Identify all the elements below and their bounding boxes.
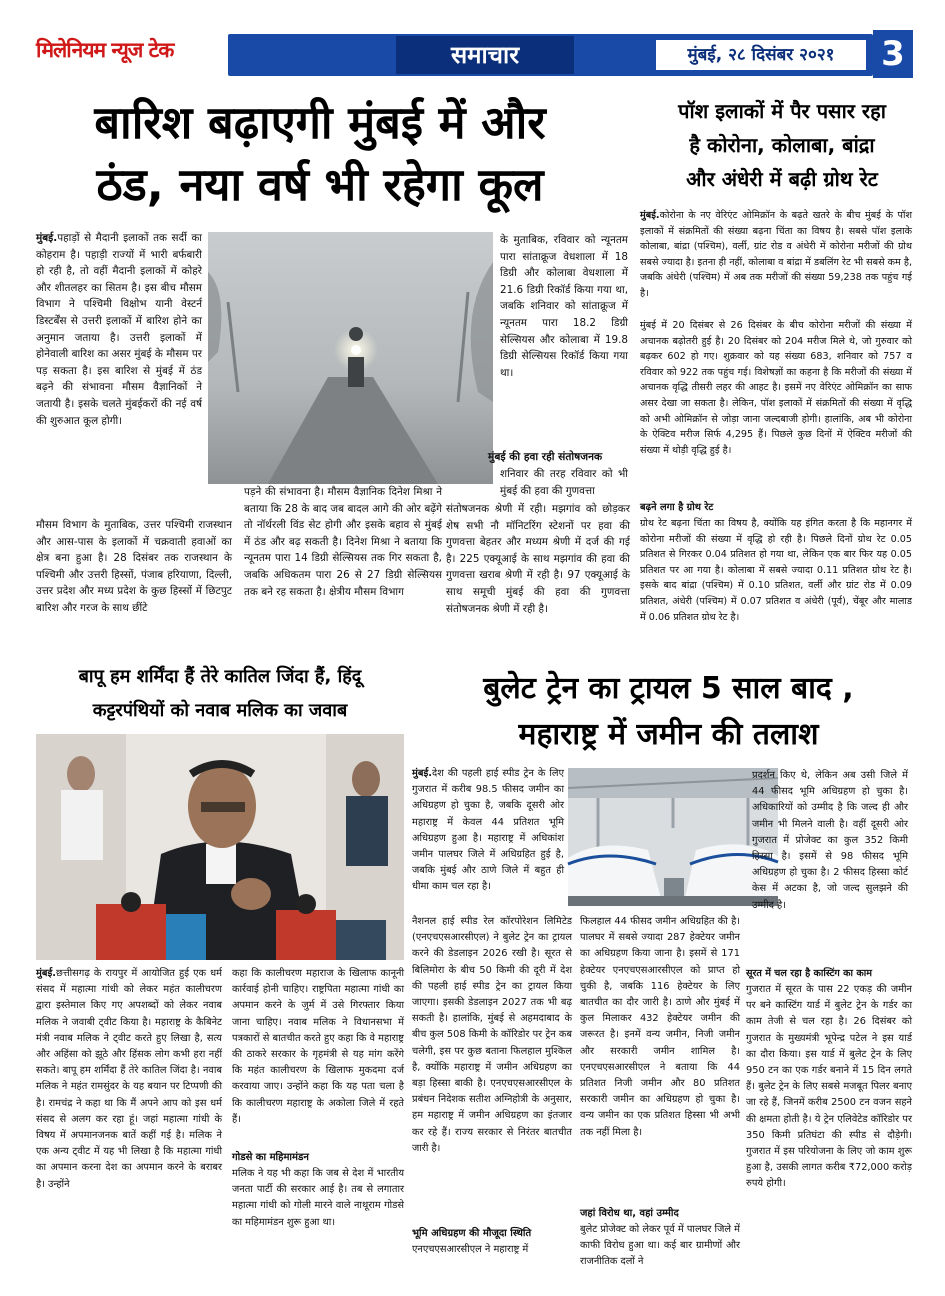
bullet-subhead-3: सूरत में चल रहा है कास्टिंग का काम	[746, 968, 872, 979]
bullet-column-1-bottom: नैशनल हाई स्पीड रेल कॉरपोरेशन लिमिटेड (एनएचएसआरसीएल) ने बुलेट ट्रेन का ट्रायल करने की डेडलाइन 2026 रखी है। सूरत से बिलिमोरा के बीच 50 किमी की दूरी में देश की पहली हाई स्पीड ट्रेन का ट्रायल किया जाएगा। इसकी डेडलाइन 2027 तक भी बढ़ सकती है। हालांकि, मुंबई से अहमदाबाद के बीच कुल 508 किमी के कॉरिडोर पर ट्रेन कब चलेगी, इस पर कुछ बताना फिलहाल मुश्किल है, क्योंकि महाराष्ट्र में जमीन अधिग्रहण का बड़ा हिस्सा बाकी है। एनएचएसआरसीएल के प्रबंधन निदेशक सतीश अग्निहोत्री के अनुसार, हम महाराष्ट्र में जमीन अधिग्रहण का इंतजार कर रहे हैं। राज्य सरकार से निरंतर बातचीत जारी है।	[412, 916, 576, 1154]
rain-fog-photo	[208, 232, 493, 484]
rain-headline-line2: ठंड, नया वर्ष भी रहेगा कूल	[96, 158, 544, 211]
corona-subhead: बढ़ने लगा है ग्रोथ रेट	[640, 502, 714, 513]
corona-dateline: मुंबई.	[640, 210, 660, 221]
page-number: 3	[873, 30, 913, 78]
corona-body-3: ग्रोथ रेट बढ़ना चिंता का विषय है, क्योंकि यह इंगित करता है कि महानगर में कोरोना मरीजों की संख्या में वृद्धि हो रही है। पिछले दिनों ग्रोथ रेट 0.05 प्रतिशत से गिरकर 0.04 प्रतिशत हो गया था, लेकिन एक बार फिर यह 0.05 प्रतिशत पर आ गया है। कोलाबा में सबसे ज्यादा 0.11 प्रतिशत ग्रोथ रेट है। इसके बाद बांद्रा (पश्चिम) में 0.10 प्रतिशत, वर्ली और ग्रांट रोड में 0.09 प्रतिशत, अंधेरी (पश्चिम) में 0.07 प्रतिशत व अंधेरी (पूर्व), चेंबूर और मालाड में 0.06 प्रतिशत ग्रोथ रेट है।	[640, 518, 916, 623]
rain-column-2-bottom: पड़ने की संभावना है। मौसम वैज्ञानिक दिनेश मिश्रा ने बताया कि 28 के बाद जब बादल आगे की ओर बढ़ेंगे तो नॉर्थरली विंड सेट होगी और इसके बहाव से मुंबई में ठंड और बढ़ सकती है। दिनेश मिश्रा ने बताया कि न्यूनतम पारा 14 डिग्री सेल्सियस तक गिर सकता है, जबकि अधिकतम पारा 26 से 27 डिग्री सेल्सियस तक बने रह सकता है। क्षेत्रीय मौसम विभाग	[244, 486, 446, 598]
rain-dateline: मुंबई.	[36, 232, 58, 244]
malik-column-2-top: कहा कि कालीचरण महाराज के खिलाफ कानूनी कार्रवाई होनी चाहिए। राष्ट्रपिता महात्मा गांधी का अपमान करने के जुर्म में उसे गिरफ्तार किया जाना चाहिए। नवाब मलिक ने विधानसभा में पत्रकारों से बातचीत करते हुए कहा कि वे महाराष्ट्र की ठाकरे सरकार के गृहमंत्री से यह मांग करेंगे कि महंत कालीचरण के खिलाफ मुकदमा दर्ज करवाया जाए। उन्होंने कहा कि यह पता चला है कि कालीचरण महाराष्ट्र के अकोला जिले में रहते हैं।	[232, 968, 408, 1125]
rain-column-3-top: के मुताबिक, रविवार को न्यूनतम पारा सांताक्रूज वेधशाला में 18 डिग्री और कोलाबा वेधशाला में 21.6 डिग्री रिकॉर्ड किया गया था, जबकि शनिवार को सांताक्रूज में न्यूनतम पारा 18.2 डिग्री सेल्सियस और कोलाबा में 19.8 डिग्री सेल्सियस रिकॉर्ड किया गया था।	[500, 234, 632, 379]
rain-column-1-bottom: मौसम विभाग के मुताबिक, उत्तर पश्चिमी राजस्थान और आस-पास के इलाकों में चक्रवाती हवाओं का क्षेत्र बना हुआ है। 28 दिसंबर तक राजस्थान के पश्चिमी और उत्तरी हिस्सों, पंजाब हरियाणा, दिल्ली, उत्तर प्रदेश और मध्य प्रदेश के कुछ हिस्सों में छिटपुट बारिश और गरज के साथ छींटे	[36, 519, 236, 614]
malik-headline	[30, 660, 410, 728]
bullet-subhead-2: जहां विरोध था, वहां उम्मीद	[580, 1208, 679, 1219]
corona-headline-line1: पॉश इलाकों में पैर पसार रहा	[678, 99, 886, 123]
paper-name: मिलेनियम न्यूज टेक	[36, 38, 174, 62]
rain-column-3-mid: शनिवार की तरह रविवार को भी मुंबई की हवा की गुणवत्ता	[500, 468, 632, 497]
rain-subhead-air: मुंबई की हवा रही संतोषजनक	[488, 451, 603, 463]
rain-headline-line1: बारिश बढ़ाएगी मुंबई में और	[94, 96, 546, 149]
corona-body-1	[640, 208, 916, 316]
bullet-subhead-1: भूमि अधिग्रहण की मौजूदा स्थिति	[412, 1228, 532, 1239]
rain-column-1-top	[36, 230, 206, 515]
bullet-headline-line2: महाराष्ट्र में जमीन की तलाश	[518, 717, 819, 752]
bullet-train-photo	[568, 768, 778, 906]
malik-col1-text: छत्तीसगढ़ के रायपुर में आयोजित हुई एक धर्म संसद में महात्मा गांधी को लेकर महंत कालीचरण द्वारा इस्तेमाल किए गए अपशब्दों को लेकर नवाब मलिक ने जवाबी ट्वीट किया है। महाराष्ट्र के कैबिनेट मंत्री नवाब मलिक ने ट्वीट करते हुए लिखा है, सत्य और अहिंसा को झूठे और हिंसक लोग कभी हरा नहीं सकते। बापू हम शर्मिंदा हैं तेरे कातिल जिंदा है। नवाब मलिक ने महंत रामसुंदर के यह बयान पर टिप्पणी की है। रामचंद्र ने कहा था कि मैं अपने आप को इस धर्म संसद से अलग कर रहा हूं। जहां महात्मा गांधी के विषय में अपमानजनक बातें कहीं गई है। मलिक ने एक अन्य ट्वीट में यह भी लिखा है कि महात्मा गांधी का अपमान करना देश का अपमान करने के बराबर है। उन्होंने	[36, 968, 226, 1190]
corona-body1-text: कोरोना के नए वेरिएंट ओमिक्रॉन के बढ़ते खतरे के बीच मुंबई के पॉश इलाकों में संक्रमितों की संख्या बढ़ना चिंता का विषय है। सबसे पॉश इलाके कोलाबा, बांद्रा (पश्चिम), वर्ली, ग्रांट रोड व अंधेरी में कोरोना मरीजों की ग्रोथ सबसे ज्यादा है। इतना ही नहीं, कोलाबा व बांद्रा में डबलिंग रेट भी सबसे कम है, जबकि अंधेरी (पश्चिम) में अब तक मरीजों की संख्या 59,238 तक पहुंच गई है।	[640, 210, 916, 299]
malik-column-1	[36, 966, 226, 1276]
malik-dateline: मुंबई.	[36, 968, 56, 979]
malik-column-2-bottom: मलिक ने यह भी कहा कि जब से देश में भारतीय जनता पार्टी की सरकार आई है। तब से लगातार महात्मा गांधी को गोली मारने वाले नाथूराम गोडसे का महिमामंडन शुरू हुआ था।	[232, 1168, 408, 1228]
bullet-column-1-top	[412, 766, 568, 914]
masthead-dateline: मुंबई, २८ दिसंबर २०२१	[687, 45, 835, 65]
fog-road-image	[208, 232, 493, 484]
malik-press-photo	[36, 734, 404, 960]
rain-col1-top-text: पहाड़ों से मैदानी इलाकों तक सर्दी का कोहराम है। पहाड़ी राज्यों में भारी बर्फबारी हो रही है, तो वहीं मैदानी इलाकों में कोहरे और शीतलहर का सितम है। इस बीच मौसम विभाग ने पश्चिमी विक्षोभ यानी वेस्टर्न डिस्टर्बेंस से उत्तरी इलाकों में बारिश होने का अनुमान जताया है। उत्तरी इलाकों में होनेवाली बारिश का असर मुंबई के मौसम पर पड़ सकता है। इस बारिश से मुंबई में ठंड बढ़ने की संभावना मौसम वैज्ञानिकों ने जतायी है। इसके चलते मुंबईकरों की नई वर्ष की शुरुआत कूल होगी।	[36, 232, 206, 427]
rain-column-3-bottom: संतोषजनक श्रेणी में रही। मझगांव को छोड़कर शेष सभी नौ मॉनिटरिंग स्टेशनों पर हवा की गुणवत्ता बेहतर और मध्यम श्रेणी में दर्ज की गई है। 225 एक्यूआई के साथ मझगांव की हवा की गुणवत्ता खराब श्रेणी में रही है। 97 एक्यूआई के साथ समूची मुंबई की हवा की गुणवत्ता संतोषजनक श्रेणी में रही है।	[446, 503, 634, 615]
corona-headline	[632, 94, 932, 196]
train-depot-image	[568, 768, 778, 906]
section-label: समाचार	[450, 41, 520, 69]
corona-headline-line3: और अंधेरी में बढ़ी ग्रोथ रेट	[686, 167, 878, 191]
bullet-dateline: मुंबई.	[412, 768, 432, 779]
malik-subhead: गोडसे का महिमामंडन	[232, 1152, 309, 1163]
malik-headline-line1: बापू हम शर्मिंदा हैं तेरे कातिल जिंदा हैं, हिंदू	[78, 666, 362, 687]
bullet-headline	[416, 666, 921, 758]
corona-body-2: मुंबई में 20 दिसंबर से 26 दिसंबर के बीच कोरोना मरीजों की संख्या में अचानक बढ़ोतरी हुई है। 20 दिसंबर को 204 मरीज मिले थे, जो गुरुवार को बढ़कर 602 हो गए। शुक्रवार को यह संख्या 683, शनिवार को 757 व रविवार को 922 तक पहुंच गई। विशेषज्ञों का कहना है कि मरीजों की संख्या में अचानक वृद्धि तीसरी लहर की आहट है। इसमें नए वेरिएंट ओमिक्रॉन का साफ असर देखा जा सकता है। लेकिन, पॉश इलाकों में संक्रमितों की संख्या में वृद्धि को अभी ओमिक्रॉन से जोड़ा जाना जल्दबाजी होगी। हालांकि, अब भी कोरोना के ऐक्टिव मरीज सिर्फ 4,295 हैं। पिछले कुछ दिनों में ऐक्टिव मरीजों की संख्या में थोड़ी वृद्धि हुई है।	[640, 320, 916, 456]
bullet-column-2-bottom: फिलहाल 44 फीसद जमीन अधिग्रहित की है। पालघर में सबसे ज्यादा 287 हेक्टेयर जमीन का अधिग्रहण किया जाना है। इसमें से 171 हेक्टेयर एनएचएसआरसीएल को प्राप्त हो चुकी है, जबकि 116 हेक्टेयर के लिए बातचीत का दौर जारी है। ठाणे और मुंबई में कुल मिलाकर 432 हेक्टेयर जमीन की जरूरत है। इनमें वन्य जमीन, निजी जमीन और सरकारी जमीन शामिल है। एनएचएसआरसीएल ने बताया कि 44 प्रतिशत निजी जमीन और 80 प्रतिशत सरकारी जमीन का अधिग्रहण हो चुका है। वन्य जमीन का एक प्रतिशत हिस्सा भी अभी तक नहीं मिला है।	[580, 916, 744, 1138]
corona-headline-line2: है कोरोना, कोलाबा, बांद्रा	[689, 133, 875, 157]
bullet-column-1-end: एनएचएसआरसीएल ने महाराष्ट्र में	[412, 1244, 529, 1255]
rain-headline	[20, 92, 620, 216]
masthead	[0, 0, 945, 82]
press-conference-image	[36, 734, 404, 960]
bullet-column-3-bottom: गुजरात में सूरत के पास 22 एकड़ की जमीन पर बने कास्टिंग यार्ड में बुलेट ट्रेन के गर्डर का काम तेजी से चल रहा है। 26 दिसंबर को गुजरात के मुख्यमंत्री भूपेन्द्र पटेल ने इस यार्ड का दौरा किया। इस यार्ड में बुलेट ट्रेन के लिए 950 टन का एक गर्डर बनाने में 15 दिन लगते हैं। बुलेट ट्रेन के लिए सबसे मजबूत पिलर बनाए जा रहे हैं, जिनमें करीब 2500 टन वजन सहने की क्षमता होती है। ये ट्रेन एलिवेटेड कॉरिडोर पर 350 किमी प्रतिघंटा की स्पीड से दौड़ेगी। गुजरात में इस परियोजना के लिए जो काम शुरू हुआ है, उसकी लागत करीब ₹72,000 करोड़ रुपये होगी।	[746, 984, 916, 1190]
bullet-column-3-top: प्रदर्शन किए थे, लेकिन अब उसी जिले में 44 फीसद भूमि अधिग्रहण हो चुका है। अधिकारियों को उम्मीद है कि जल्द ही और जमीन भी मिलने वाली है। वहीं दूसरी ओर गुजरात में प्रोजेक्ट का कुल 352 किमी हिस्सा है। इसमें से 98 फीसद भूमि अधिग्रहण हो चुका है। 2 फीसद हिस्सा कोर्ट केस में अटका है, जो जल्द सुलझने की उम्मीद है।	[752, 770, 912, 911]
bullet-headline-line1: बुलेट ट्रेन का ट्रायल 5 साल बाद ,	[483, 671, 854, 706]
bullet-col1-top-text: देश की पहली हाई स्पीड ट्रेन के लिए गुजरात में करीब 98.5 फीसद जमीन का अधिग्रहण हो चुका है, जबकि दूसरी ओर महाराष्ट्र में केवल 44 प्रतिशत भूमि अधिग्रहण हुआ है। महाराष्ट्र में अधिकांश जमीन पालघर जिले में अधिग्रहित हुई है, जबकि मुंबई और ठाणे जिले में बहुत ही धीमा काम चल रहा है।	[412, 768, 568, 893]
malik-headline-line2: कट्टरपंथियों को नवाब मलिक का जवाब	[92, 700, 348, 721]
bullet-column-2-end: बुलेट प्रोजेक्ट को लेकर पूर्व में पालघर जिले में काफी विरोध हुआ था। कई बार ग्रामीणों और राजनीतिक दलों ने	[580, 1224, 744, 1268]
